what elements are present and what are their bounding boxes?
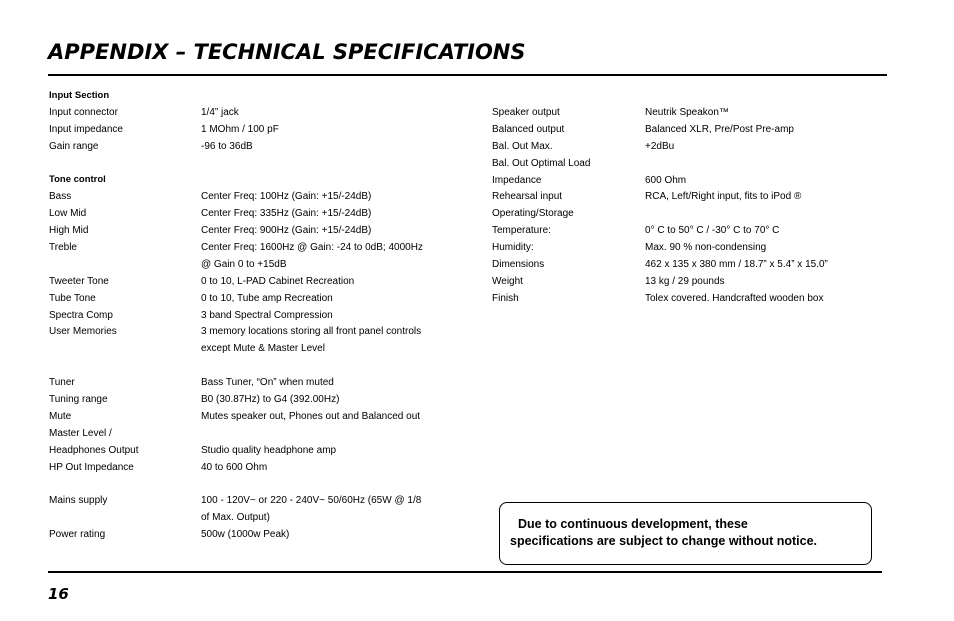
spec-value: Bass Tuner, “On” when muted: [201, 377, 334, 389]
spec-label: Tuner: [49, 377, 75, 389]
spec-label: Humidity:: [492, 242, 534, 254]
spec-label: Power rating: [49, 529, 106, 541]
spec-value: Tolex covered. Handcrafted wooden box: [645, 292, 824, 304]
spec-value: Center Freq: 335Hz (Gain: +15/-24dB): [201, 208, 372, 220]
spec-label: User Memories: [49, 326, 117, 338]
spec-label: Master Level /: [49, 427, 112, 439]
spec-value: 0 to 10, L-PAD Cabinet Recreation: [201, 275, 355, 287]
spec-value: 500w (1000w Peak): [201, 529, 290, 541]
spec-value: 3 memory locations storing all front panel controls: [201, 326, 422, 338]
spec-label: Speaker output: [492, 107, 560, 118]
spec-value: @ Gain 0 to +15dB: [201, 258, 287, 270]
spec-label: Balanced output: [492, 123, 565, 135]
spec-value: of Max. Output): [201, 512, 270, 524]
spec-value: Center Freq: 900Hz (Gain: +15/-24dB): [201, 225, 372, 237]
spec-value: 1 MOhm / 100 pF: [201, 123, 279, 135]
spec-value: 462 x 135 x 380 mm / 18.7” x 5.4” x 15.0”: [645, 259, 828, 271]
spec-label: Bass: [49, 191, 72, 203]
spec-label: Low Mid: [49, 208, 87, 220]
spec-label: Rehearsal input: [492, 191, 563, 203]
spec-label: Tube Tone: [49, 292, 96, 304]
spec-label: Dimensions: [492, 259, 545, 271]
spec-label: Tone control: [49, 174, 106, 186]
spec-label: Input Section: [49, 90, 110, 101]
spec-label: High Mid: [49, 225, 89, 237]
spec-value: +2dBu: [645, 140, 675, 152]
notice-line-1: Due to continuous development, these: [518, 517, 748, 531]
spec-label: Weight: [492, 275, 523, 287]
spec-value: Mutes speaker out, Phones out and Balanced out: [201, 410, 421, 422]
spec-label: Bal. Out Optimal Load: [492, 157, 591, 169]
spec-value: -96 to 36dB: [201, 140, 253, 152]
spec-value: 600 Ohm: [645, 174, 687, 186]
spec-label: Input impedance: [49, 123, 123, 135]
header-divider: [48, 74, 887, 76]
spec-value: 40 to 600 Ohm: [201, 461, 268, 473]
page-title: APPENDIX – TECHNICAL SPECIFICATIONS: [48, 40, 526, 64]
spec-value: Studio quality headphone amp: [201, 444, 337, 456]
spec-label: Temperature:: [492, 225, 551, 237]
spec-label: HP Out Impedance: [49, 461, 134, 473]
spec-value: except Mute & Master Level: [201, 343, 325, 355]
spec-value: Max. 90 % non-condensing: [645, 242, 767, 254]
spec-label: Impedance: [492, 174, 542, 186]
spec-value: 3 band Spectral Compression: [201, 309, 333, 321]
spec-value: B0 (30.87Hz) to G4 (392.00Hz): [201, 394, 340, 406]
notice-line-2: specifications are subject to change without notice.: [510, 534, 818, 548]
spec-value: 0° C to 50° C / -30° C to 70° C: [645, 225, 780, 237]
page-number: 16: [48, 585, 69, 603]
spec-value: Balanced XLR, Pre/Post Pre-amp: [645, 123, 794, 135]
spec-label: Treble: [49, 242, 77, 254]
spec-value: 13 kg / 29 pounds: [645, 275, 725, 287]
spec-label: Tuning range: [49, 394, 108, 406]
spec-value: Center Freq: 1600Hz @ Gain: -24 to 0dB; 4000Hz: [201, 242, 423, 254]
spec-label: Tweeter Tone: [49, 275, 109, 287]
spec-label: Finish: [492, 292, 519, 304]
spec-value: 0 to 10, Tube amp Recreation: [201, 292, 333, 304]
footer-divider: [48, 571, 882, 573]
spec-value: 1/4” jack: [201, 106, 239, 118]
spec-value: Center Freq: 100Hz (Gain: +15/-24dB): [201, 191, 372, 203]
spec-label: Operating/Storage: [492, 208, 574, 220]
spec-label: Bal. Out Max.: [492, 140, 553, 152]
spec-label: Gain range: [49, 140, 99, 152]
spec-value: 100 - 120V~ or 220 - 240V~ 50/60Hz (65W @ 1/8: [201, 495, 422, 507]
spec-label: Mains supply: [49, 495, 108, 507]
spec-label: Input connector: [49, 106, 118, 118]
spec-label: Mute: [49, 410, 72, 422]
notice-box: [499, 502, 872, 565]
spec-label: Headphones Output: [49, 444, 139, 456]
spec-value: Neutrik Speakon™: [645, 107, 729, 118]
spec-label: Spectra Comp: [49, 309, 113, 321]
spec-value: RCA, Left/Right input, fits to iPod ®: [645, 191, 802, 203]
